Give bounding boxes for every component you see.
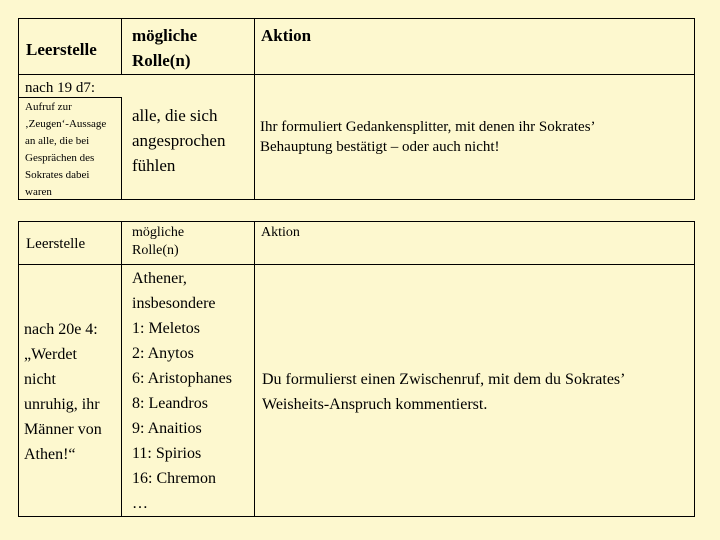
table2-divider-col1 xyxy=(121,221,122,517)
table2-row-rolle: Athener, insbesondere 1: Meletos 2: Anytos 6: Aristophanes 8: Leandros 9: Anaitios 11: Spirios 16: Chremon … xyxy=(132,270,232,512)
table1-header-leerstelle: Leerstelle xyxy=(26,40,97,59)
table1-row-label: nach 19 d7: xyxy=(25,80,95,96)
role-table-1 xyxy=(18,18,695,200)
table1-divider-col1 xyxy=(121,18,122,74)
table2-header-rolle: mögliche Rolle(n) xyxy=(132,225,185,258)
table2-divider-col2 xyxy=(254,221,255,517)
table1-divider-horizontal xyxy=(18,74,695,75)
table1-header-rolle: mögliche Rolle(n) xyxy=(132,26,198,70)
table1-divider-col2 xyxy=(254,18,255,200)
table2-header-leerstelle: Leerstelle xyxy=(26,236,86,252)
table1-row-rolle: alle, die sich angesprochen fühlen xyxy=(132,106,226,175)
table1-header-aktion: Aktion xyxy=(261,26,312,45)
table2-row-leerstelle: nach 20e 4: „Werdet nicht unruhig, ihr Männer von Athen!“ xyxy=(24,321,102,463)
table2-header-aktion: Aktion xyxy=(261,225,300,240)
table1-divider-col1-lower xyxy=(121,97,122,200)
table1-row-aktion: Ihr formuliert Gedankensplitter, mit denen ihr Sokrates’ Behauptung bestätigt – oder auch nicht! xyxy=(260,119,596,155)
table2-row-aktion: Du formulierst einen Zwischenruf, mit dem du Sokrates’ Weisheits-Anspruch kommentierst. xyxy=(262,371,626,413)
table1-row-description: Aufruf zur ‚Zeugen‘-Aussage an alle, die bei Gesprächen des Sokrates dabei waren xyxy=(25,101,107,198)
table2-divider-horizontal xyxy=(18,264,695,265)
